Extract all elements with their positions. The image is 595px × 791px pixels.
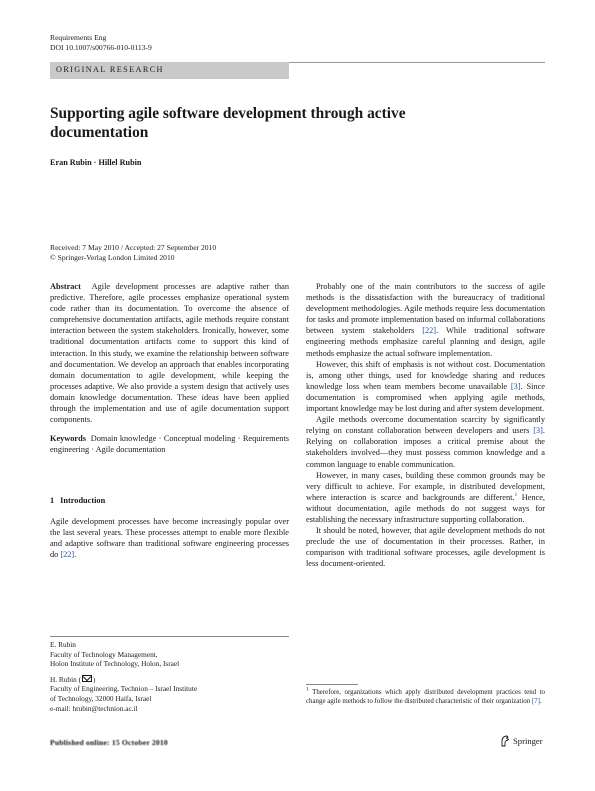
section-banner (50, 62, 289, 79)
doi: DOI 10.1007/s00766-010-0113-9 (50, 42, 152, 52)
affiliation-rule (50, 636, 289, 637)
intro-text: Agile development processes have become increasingly popular over the last several years. These processes attempt to enable more flexible and adaptive software than traditional software engineering processes do (50, 516, 289, 559)
right-column (306, 281, 545, 569)
envelope-icon (82, 675, 92, 682)
keywords (50, 433, 289, 455)
footnote-text: Therefore, organizations which apply distributed development practices tend to change agile methods to follow the distributed characteristic of their organization (306, 689, 545, 705)
copyright: © Springer-Verlag London Limited 2010 (50, 253, 175, 262)
section-heading-introduction (50, 495, 289, 506)
section-label: ORIGINAL RESEARCH (56, 65, 164, 74)
paragraph-text: Probably one of the main contributors to the success of agile methods is the dissatisfaction with the bureaucracy of traditional development methodologies. Agile methods require less documentation for tasks and promote implementation based on informal collaborations between system stakeholders (306, 282, 545, 336)
section-title: Introduction (60, 496, 106, 506)
body-paragraph: It should be noted, however, that agile development methods do not preclude the use of documentation in their processes. Rather, in comparison with traditional software processes, agile development is less document-oriented. (306, 526, 545, 569)
body-paragraph (306, 359, 545, 414)
author2-affil-line2: of Technology, 32000 Haifa, Israel (50, 693, 152, 703)
author1-affil-line1: Faculty of Technology Management, (50, 649, 158, 659)
affiliations (50, 636, 289, 713)
journal-header (50, 33, 152, 52)
footnote-link[interactable]: 1 (514, 492, 518, 499)
paragraph-text: . While traditional software engineering methods emphasize careful planning and design, agile methods emphasize the actual software implementation. (306, 326, 545, 358)
section-number: 1 (50, 496, 55, 506)
keywords-label: Keywords (50, 434, 86, 444)
paragraph-text: However, in many cases, building these common grounds may be very difficult to achieve. For example, in distributed development, where interaction is scarce and backgrounds are different. (306, 470, 545, 502)
article-dates (50, 243, 216, 263)
citation-link[interactable]: [22] (60, 549, 75, 559)
journal-name: Requirements Eng (50, 33, 107, 42)
received-accepted: Received: 7 May 2010 / Accepted: 27 September 2010 (50, 243, 217, 252)
footnote-mark: 1 (306, 686, 309, 693)
author1-name: E. Rubin (50, 640, 76, 649)
paragraph-text: However, this shift of emphasis is not without cost. Documentation is, among other things, used for knowledge sharing and reduces knowledge loss when team members become unavailable (306, 359, 545, 391)
paragraph-text: Hence, without documentation, agile methods do not suggest ways for establishing the necessary infrastructure supporting collaboration. (306, 492, 545, 524)
article-title: Supporting agile software development through active documentation (50, 105, 406, 141)
author2-name: H. Rubin (50, 674, 77, 684)
footnote-text-end: . (539, 698, 542, 705)
paragraph-text: . Relying on collaboration imposes a critical premise about the stakeholders involved—they must possess common knowledge and a common language to enable communication. (306, 426, 545, 469)
body-paragraph (306, 414, 545, 469)
left-column (50, 281, 289, 560)
paragraph-text: . Since documentation is compromised when applying agile methods, important knowledge may be lost during and after system development. (306, 381, 545, 414)
author2-email[interactable]: e-mail: hrubin@technion.ac.il (50, 703, 138, 713)
publisher-logo (500, 735, 543, 747)
author2-affil-line1: Faculty of Engineering, Technion – Israel Institute (50, 684, 198, 694)
header-rule (289, 62, 545, 63)
abstract-text: Agile development processes are adaptive rather than predictive. Therefore, agile processes emphasize operational system code rather than its documentation. To overcome the absence of comprehensive documentation artifacts, agile methods require constant interaction between the system stakeholders. Ironically, however, some traditional documentation artifacts come to support this kind of interaction. In this study, we examine the relationship between software and documentation. We develop an approach that enables incorporating domain documentation to agile development, while keeping the processes adaptive. We also provide a system design that actively uses domain knowledge documentation. These ideas have been applied through the implementation and use of agile documentation support components. (50, 282, 289, 425)
intro-paragraph (50, 516, 289, 560)
keywords-text: Domain knowledge · Conceptual modeling · Requirements engineering · Agile documentation (50, 434, 289, 455)
body-paragraph (306, 281, 545, 359)
paragraph-text: Agile methods overcome documentation scarcity by significantly relying on constant collaboration between developers and users (306, 415, 545, 436)
springer-horse-icon (500, 735, 510, 747)
citation-link[interactable]: [7] (531, 698, 540, 705)
author1-affil-line2: Holon Institute of Technology, Holon, Israel (50, 659, 180, 669)
intro-text-end: . (74, 549, 77, 559)
footnote-rule (306, 684, 358, 685)
authors: Eran Rubin · Hillel Rubin (50, 158, 142, 167)
author2: H. Rubin ( ) (50, 674, 96, 684)
abstract-label: Abstract (50, 282, 81, 291)
citation-link[interactable]: [3] (510, 381, 521, 391)
citation-link[interactable]: [3] (533, 426, 543, 436)
footnote (306, 688, 545, 706)
published-date: Published online: 15 October 2010 (50, 738, 168, 747)
abstract (50, 281, 289, 425)
body-paragraph (306, 470, 545, 525)
citation-link[interactable]: [22] (422, 326, 437, 336)
publisher-name: Springer (513, 736, 543, 746)
